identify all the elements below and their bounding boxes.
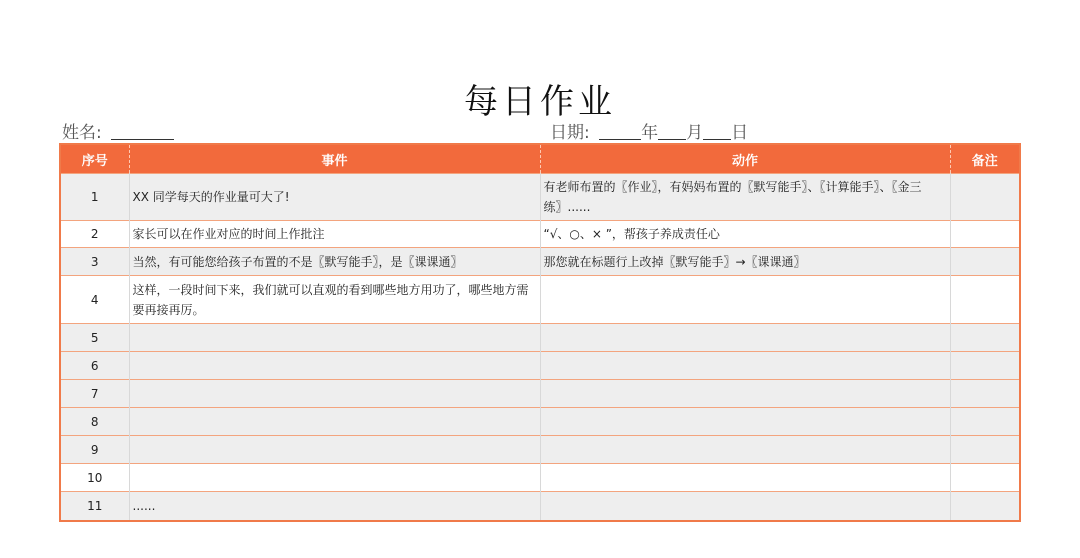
cell-event[interactable]: 家长可以在作业对应的时间上作批注	[129, 221, 540, 248]
cell-no: 1	[61, 174, 129, 221]
cell-no: 11	[61, 492, 129, 520]
cell-action[interactable]: “√、○、× ”，帮孩子养成责任心	[540, 221, 950, 248]
year-blank[interactable]	[599, 123, 641, 140]
cell-event[interactable]: 当然，有可能您给孩子布置的不是〖默写能手〗，是〖课课通〗	[129, 248, 540, 276]
cell-event[interactable]	[129, 436, 540, 464]
cell-no: 5	[61, 324, 129, 352]
table-row	[61, 352, 1019, 380]
cell-action[interactable]	[540, 324, 950, 352]
day-blank[interactable]	[703, 123, 731, 140]
cell-note[interactable]	[950, 492, 1019, 520]
cell-action[interactable]: 有老师布置的〖作业〗，有妈妈布置的〖默写能手〗、〖计算能手〗、〖金三练〗......	[540, 174, 950, 221]
cell-no: 7	[61, 380, 129, 408]
cell-action[interactable]	[540, 492, 950, 520]
cell-no: 2	[61, 221, 129, 248]
cell-note[interactable]	[950, 221, 1019, 248]
homework-table-frame	[59, 143, 1021, 522]
cell-no: 3	[61, 248, 129, 276]
table-row	[61, 436, 1019, 464]
date-label: 日期:	[550, 123, 590, 143]
cell-note[interactable]	[950, 464, 1019, 492]
cell-no: 6	[61, 352, 129, 380]
cell-action[interactable]	[540, 276, 950, 324]
homework-table	[61, 145, 1019, 520]
cell-no: 9	[61, 436, 129, 464]
cell-note[interactable]	[950, 408, 1019, 436]
cell-note[interactable]	[950, 352, 1019, 380]
cell-action[interactable]	[540, 436, 950, 464]
cell-event[interactable]	[129, 464, 540, 492]
table-row	[61, 408, 1019, 436]
cell-event[interactable]: ......	[129, 492, 540, 520]
table-row	[61, 324, 1019, 352]
name-label: 姓名:	[62, 123, 102, 143]
name-field	[62, 118, 174, 143]
cell-action[interactable]	[540, 408, 950, 436]
cell-no: 4	[61, 276, 129, 324]
header-note: 备注	[950, 145, 1019, 174]
cell-note[interactable]	[950, 324, 1019, 352]
table-row	[61, 248, 1019, 276]
month-label: 月	[686, 123, 704, 143]
month-blank[interactable]	[658, 123, 686, 140]
table-row	[61, 464, 1019, 492]
cell-event[interactable]	[129, 352, 540, 380]
day-label: 日	[731, 123, 749, 143]
cell-note[interactable]	[950, 174, 1019, 221]
cell-action[interactable]	[540, 464, 950, 492]
header-event: 事件	[129, 145, 540, 174]
cell-note[interactable]	[950, 276, 1019, 324]
name-blank[interactable]	[111, 123, 174, 140]
year-label: 年	[641, 123, 659, 143]
cell-event[interactable]	[129, 408, 540, 436]
table-row	[61, 276, 1019, 324]
cell-action[interactable]: 那您就在标题行上改掉〖默写能手〗→〖课课通〗	[540, 248, 950, 276]
cell-no: 8	[61, 408, 129, 436]
header-action: 动作	[540, 145, 950, 174]
table-row	[61, 174, 1019, 221]
cell-event[interactable]: 这样，一段时间下来，我们就可以直观的看到哪些地方用功了，哪些地方需要再接再厉。	[129, 276, 540, 324]
table-row	[61, 221, 1019, 248]
page-title: 每日作业	[464, 82, 616, 122]
cell-event[interactable]: XX 同学每天的作业量可大了!	[129, 174, 540, 221]
cell-note[interactable]	[950, 248, 1019, 276]
table-row	[61, 492, 1019, 520]
cell-event[interactable]	[129, 380, 540, 408]
cell-event[interactable]	[129, 324, 540, 352]
table-header-row	[61, 145, 1019, 174]
date-field	[550, 118, 748, 143]
cell-action[interactable]	[540, 380, 950, 408]
cell-no: 10	[61, 464, 129, 492]
cell-action[interactable]	[540, 352, 950, 380]
table-row	[61, 380, 1019, 408]
cell-note[interactable]	[950, 436, 1019, 464]
cell-note[interactable]	[950, 380, 1019, 408]
header-no: 序号	[61, 145, 129, 174]
